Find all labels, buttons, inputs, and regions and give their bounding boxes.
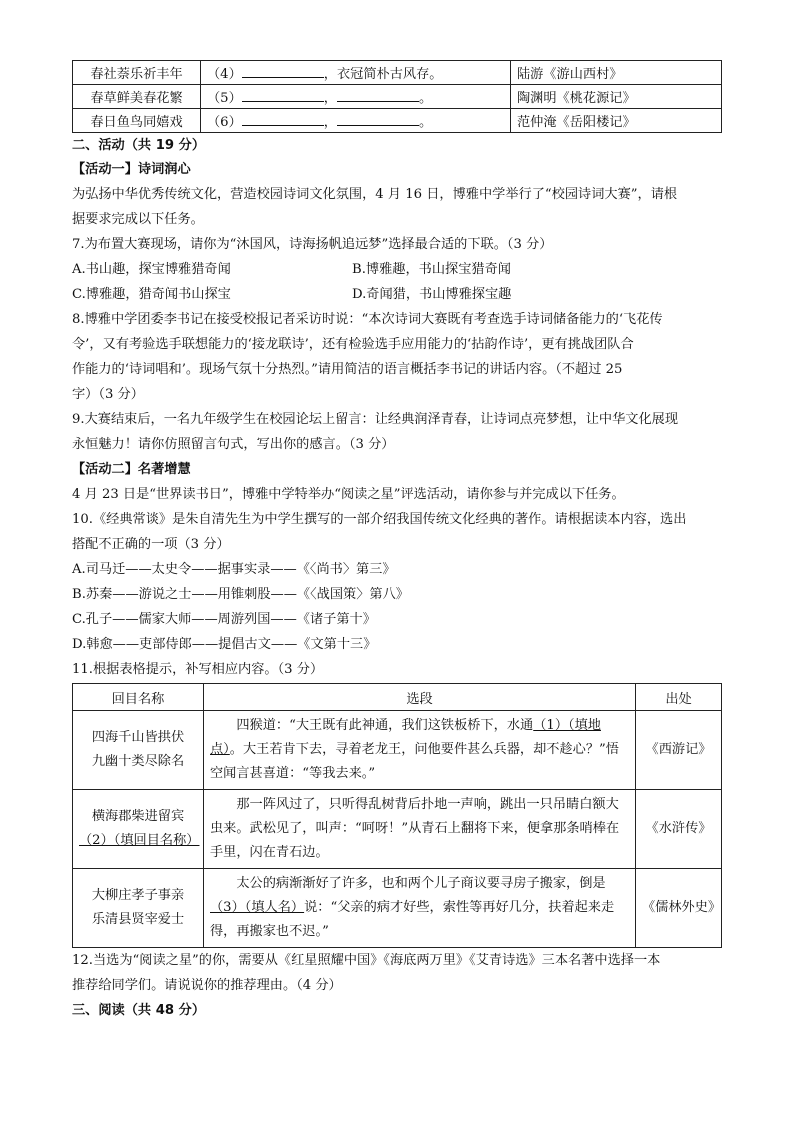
- chapter-name-line: 四海千山皆拱伏: [91, 730, 185, 745]
- paragraph-line: 据要求完成以下任务。: [72, 212, 204, 227]
- question-10-line: 10.《经典常谈》是朱自清先生为中学生撰写的一部介绍我国传统文化经典的著作。请根据读本内容，选出: [72, 512, 687, 527]
- source-cell: 陶渊明《桃花源记》: [511, 85, 722, 109]
- table-row: [73, 790, 722, 869]
- source-cell: 范仲淹《岳阳楼记》: [511, 109, 722, 133]
- question-8-line: 8.博雅中学团委李书记在接受校报记者采访时说：“本次诗词大赛既有考查选手诗词储备能力的‘飞花传: [72, 312, 663, 327]
- question-11: 11.根据表格提示，补写相应内容。（3 分）: [72, 662, 324, 677]
- chapter-name-line: 大柳庄孝子事亲: [91, 888, 185, 903]
- answer-blank[interactable]: [337, 111, 419, 126]
- question-10-line: 搭配不正确的一项（3 分）: [72, 537, 230, 552]
- book-source: 《儒林外史》: [636, 869, 722, 948]
- theme-label: 春草鲜美春花繁: [73, 85, 201, 109]
- chapter-name: [73, 869, 204, 948]
- poem-fill-table: [72, 60, 722, 133]
- chapter-name: [73, 711, 204, 790]
- question-8-line: 令’，又有考验选手联想能力的‘接龙联诗’，还有检验选手应用能力的‘拈韵作诗’，更有挑战团队合: [72, 337, 634, 352]
- option-a[interactable]: A.司马迁——太史令——据事实录——《〈尚书〉第三》: [72, 562, 396, 577]
- question-7: 7.为布置大赛现场，请你为“沐国风，诗海扬帆追远梦”选择最合适的下联。（3 分）: [72, 237, 553, 252]
- answer-blank[interactable]: [242, 87, 324, 102]
- theme-label: 春社萘乐祈丰年: [73, 61, 201, 85]
- question-9-line: 9.大赛结束后，一名九年级学生在校园论坛上留言：让经典润泽青春，让诗词点亮梦想，让中华文化展现: [72, 412, 679, 427]
- answer-blank[interactable]: [242, 111, 324, 126]
- paragraph-line: 4 月 23 日是“世界读书日”，博雅中学特举办“阅读之星”评选活动，请你参与并完成以下任务。: [72, 487, 625, 502]
- option-row: [72, 282, 722, 307]
- option-b[interactable]: B.博雅趣，书山探宝猎奇闻: [352, 262, 511, 277]
- question-12-line: 推荐给同学们。请说说你的推荐理由。（4 分）: [72, 978, 342, 993]
- table-row: [73, 85, 722, 109]
- excerpt: 那一阵风过了，只听得乱树背后扑地一声响，跳出一只吊睛白额大虫来。武松见了，叫声：“呵呀！”从青石上翻将下来，便拿那条哨棒在手里，闪在青石边。: [204, 790, 636, 869]
- poem-text: ，: [323, 91, 337, 106]
- excerpt-text: 说：“父亲的病才好些，索性等再好几分，扶着起来走得，再搬家也不迟。”: [210, 900, 615, 939]
- table-row: [73, 711, 722, 790]
- answer-blank[interactable]: [337, 87, 419, 102]
- section-title: 三、阅读（共 48 分）: [72, 1003, 206, 1018]
- option-row: [72, 257, 722, 282]
- option-b[interactable]: B.苏秦——游说之士——用锥刺股——《〈战国策〉第八》: [72, 587, 409, 602]
- option-d[interactable]: D.奇闻猎，书山博雅探宝趣: [352, 287, 512, 302]
- answer-blank[interactable]: （1）（填地点）: [210, 718, 601, 757]
- poem-text: ，衣冠简朴古风存。: [323, 67, 443, 82]
- column-header: 选段: [204, 684, 636, 711]
- table-row: [73, 61, 722, 85]
- column-header: 回目名称: [73, 684, 204, 711]
- question-number: （6）: [207, 115, 242, 130]
- source-cell: 陆游《游山西村》: [511, 61, 722, 85]
- book-source: 《西游记》: [636, 711, 722, 790]
- excerpt: [204, 711, 636, 790]
- question-number: （4）: [207, 67, 242, 82]
- poem-text: ，: [323, 115, 337, 130]
- question-9-line: 永恒魅力！请你仿照留言句式，写出你的感言。（3 分）: [72, 437, 395, 452]
- poem-text: 。: [418, 91, 433, 106]
- question-8-line: 字）（3 分）: [72, 387, 144, 402]
- paragraph-line: 为弘扬中华优秀传统文化，营造校园诗词文化氛围，4 月 16 日，博雅中学举行了“校园诗词大赛”，请根: [72, 187, 678, 202]
- table-row: [73, 109, 722, 133]
- answer-blank[interactable]: [242, 63, 324, 78]
- option-d[interactable]: D.韩愈——吏部侍郎——提倡古文——《文第十三》: [72, 637, 377, 652]
- column-header: 出处: [636, 684, 722, 711]
- activity-title: 【活动一】诗词润心: [72, 162, 191, 177]
- fill-cell: [201, 61, 511, 85]
- excerpt: [204, 869, 636, 948]
- excerpt-text: 四猴道：“大王既有此神通，我们这铁板桥下，水通: [210, 718, 534, 733]
- option-a[interactable]: A.书山趣，探宝博雅猎奇闻: [72, 262, 231, 277]
- question-number: （5）: [207, 91, 242, 106]
- chapter-name: [73, 790, 204, 869]
- answer-blank[interactable]: （3）（填人名）: [210, 900, 305, 915]
- theme-label: 春日鱼鸟同嬉戏: [73, 109, 201, 133]
- question-12-line: 12.当选为“阅读之星”的你，需要从《红星照耀中国》《海底两万里》《艾青诗选》三本名著中选择一本: [72, 953, 661, 968]
- fill-cell: [201, 85, 511, 109]
- question-8-line: 作能力的‘诗词唱和’。现场气氛十分热烈。”请用简洁的语言概括李书记的讲话内容。（不超过 25: [72, 362, 623, 377]
- fill-cell: [201, 109, 511, 133]
- excerpt-text: 。大王若肯下去，寻着老龙王，问他要件甚么兵器，却不趁心？”悟空闻言甚喜道：“等我去来。”: [210, 742, 619, 781]
- answer-blank[interactable]: （2）（填回目名称）: [79, 833, 200, 848]
- option-c[interactable]: C.博雅趣，猎奇闻书山探宝: [72, 287, 231, 302]
- exam-page: [72, 60, 722, 1022]
- book-source: 《水浒传》: [636, 790, 722, 869]
- chapter-name-line: 横海郡柴进留宾: [91, 809, 185, 824]
- table-header-row: [73, 684, 722, 711]
- chapter-name-line: 九幽十类尽除名: [91, 754, 185, 769]
- excerpt-text: 太公的病渐渐好了许多，也和两个儿子商议要寻房子搬家，倒是: [210, 876, 606, 891]
- activity-title: 【活动二】名著增慧: [72, 462, 191, 477]
- table-row: [73, 869, 722, 948]
- section-title: 二、活动（共 19 分）: [72, 138, 206, 153]
- chapter-name-line: 乐清县贤宰爱士: [91, 912, 185, 927]
- poem-text: 。: [418, 115, 433, 130]
- option-c[interactable]: C.孔子——儒家大师——周游列国——《诸子第十》: [72, 612, 376, 627]
- novel-table: [72, 683, 722, 948]
